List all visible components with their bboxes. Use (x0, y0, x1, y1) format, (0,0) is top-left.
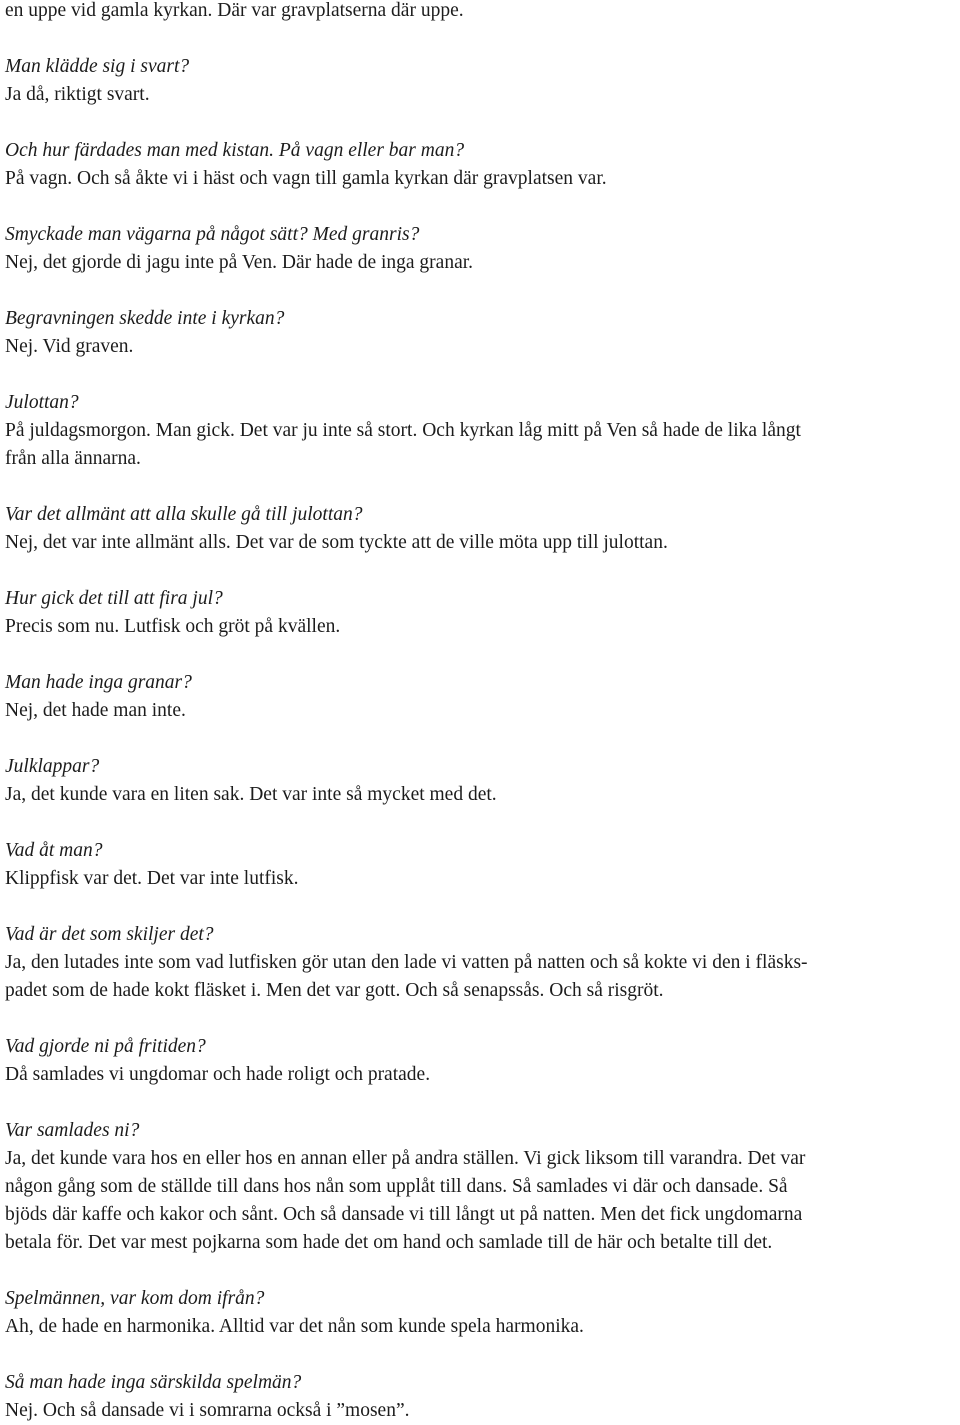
answer-4: Nej. Vid graven. (5, 336, 134, 357)
question-6: Var det allmänt att alla skulle gå till julottan? (5, 504, 363, 525)
question-11: Vad är det som skiljer det? (5, 924, 214, 945)
answer-6: Nej, det var inte allmänt alls. Det var de som tyckte att de ville möta upp till julottan. (5, 532, 668, 553)
answer-10: Klippfisk var det. Det var inte lutfisk. (5, 868, 299, 889)
question-8: Man hade inga granar? (5, 672, 192, 693)
question-7: Hur gick det till att fira jul? (5, 588, 223, 609)
answer-13-line-2: någon gång som de ställde till dans hos nån som upplåt till dans. Så samlades vi där och dansade. Så (5, 1176, 788, 1197)
question-9: Julklappar? (5, 756, 100, 777)
question-4: Begravningen skedde inte i kyrkan? (5, 308, 285, 329)
question-15: Så man hade inga särskilda spelmän? (5, 1372, 302, 1393)
interview-transcript (5, 0, 957, 1425)
answer-9: Ja, det kunde vara en liten sak. Det var inte så mycket med det. (5, 784, 497, 805)
answer-12: Då samlades vi ungdomar och hade roligt och pratade. (5, 1064, 431, 1085)
question-5: Julottan? (5, 392, 79, 413)
question-10: Vad åt man? (5, 840, 103, 861)
answer-1: Ja då, riktigt svart. (5, 84, 150, 105)
answer-3: Nej, det gjorde di jagu inte på Ven. Där hade de inga granar. (5, 252, 474, 273)
answer-5-line-2: från alla ännarna. (5, 448, 141, 469)
answer-13-line-3: bjöds där kaffe och kakor och sånt. Och så dansade vi till långt ut på natten. Men det fick ungdomarna (5, 1204, 803, 1225)
question-2: Och hur färdades man med kistan. På vagn eller bar man? (5, 140, 465, 161)
answer-8: Nej, det hade man inte. (5, 700, 186, 721)
question-1: Man klädde sig i svart? (5, 56, 190, 77)
question-13: Var samlades ni? (5, 1120, 140, 1141)
answer-2: På vagn. Och så åkte vi i häst och vagn till gamla kyrkan där gravplatsen var. (5, 168, 607, 189)
answer-7: Precis som nu. Lutfisk och gröt på kvällen. (5, 616, 341, 637)
answer-11-line-1: Ja, den lutades inte som vad lutfisken gör utan den lade vi vatten på natten och så kokte vi den i fläsks- (5, 952, 808, 973)
intro-text: en uppe vid gamla kyrkan. Där var gravplatserna där uppe. (5, 0, 464, 21)
answer-13-line-4: betala för. Det var mest pojkarna som hade det om hand och samlade till de här och betalte till det. (5, 1232, 773, 1253)
answer-13-line-1: Ja, det kunde vara hos en eller hos en annan eller på andra ställen. Vi gick liksom till varandra. Det var (5, 1148, 806, 1169)
answer-15: Nej. Och så dansade vi i somrarna också i ”mosen”. (5, 1400, 410, 1421)
question-3: Smyckade man vägarna på något sätt? Med granris? (5, 224, 420, 245)
answer-14: Ah, de hade en harmonika. Alltid var det nån som kunde spela harmonika. (5, 1316, 584, 1337)
question-14: Spelmännen, var kom dom ifrån? (5, 1288, 265, 1309)
answer-11-line-2: padet som de hade kokt fläsket i. Men det var gott. Och så senapssås. Och så risgröt. (5, 980, 664, 1001)
answer-5-line-1: På juldagsmorgon. Man gick. Det var ju inte så stort. Och kyrkan låg mitt på Ven så hade de lika långt (5, 420, 801, 441)
question-12: Vad gjorde ni på fritiden? (5, 1036, 206, 1057)
